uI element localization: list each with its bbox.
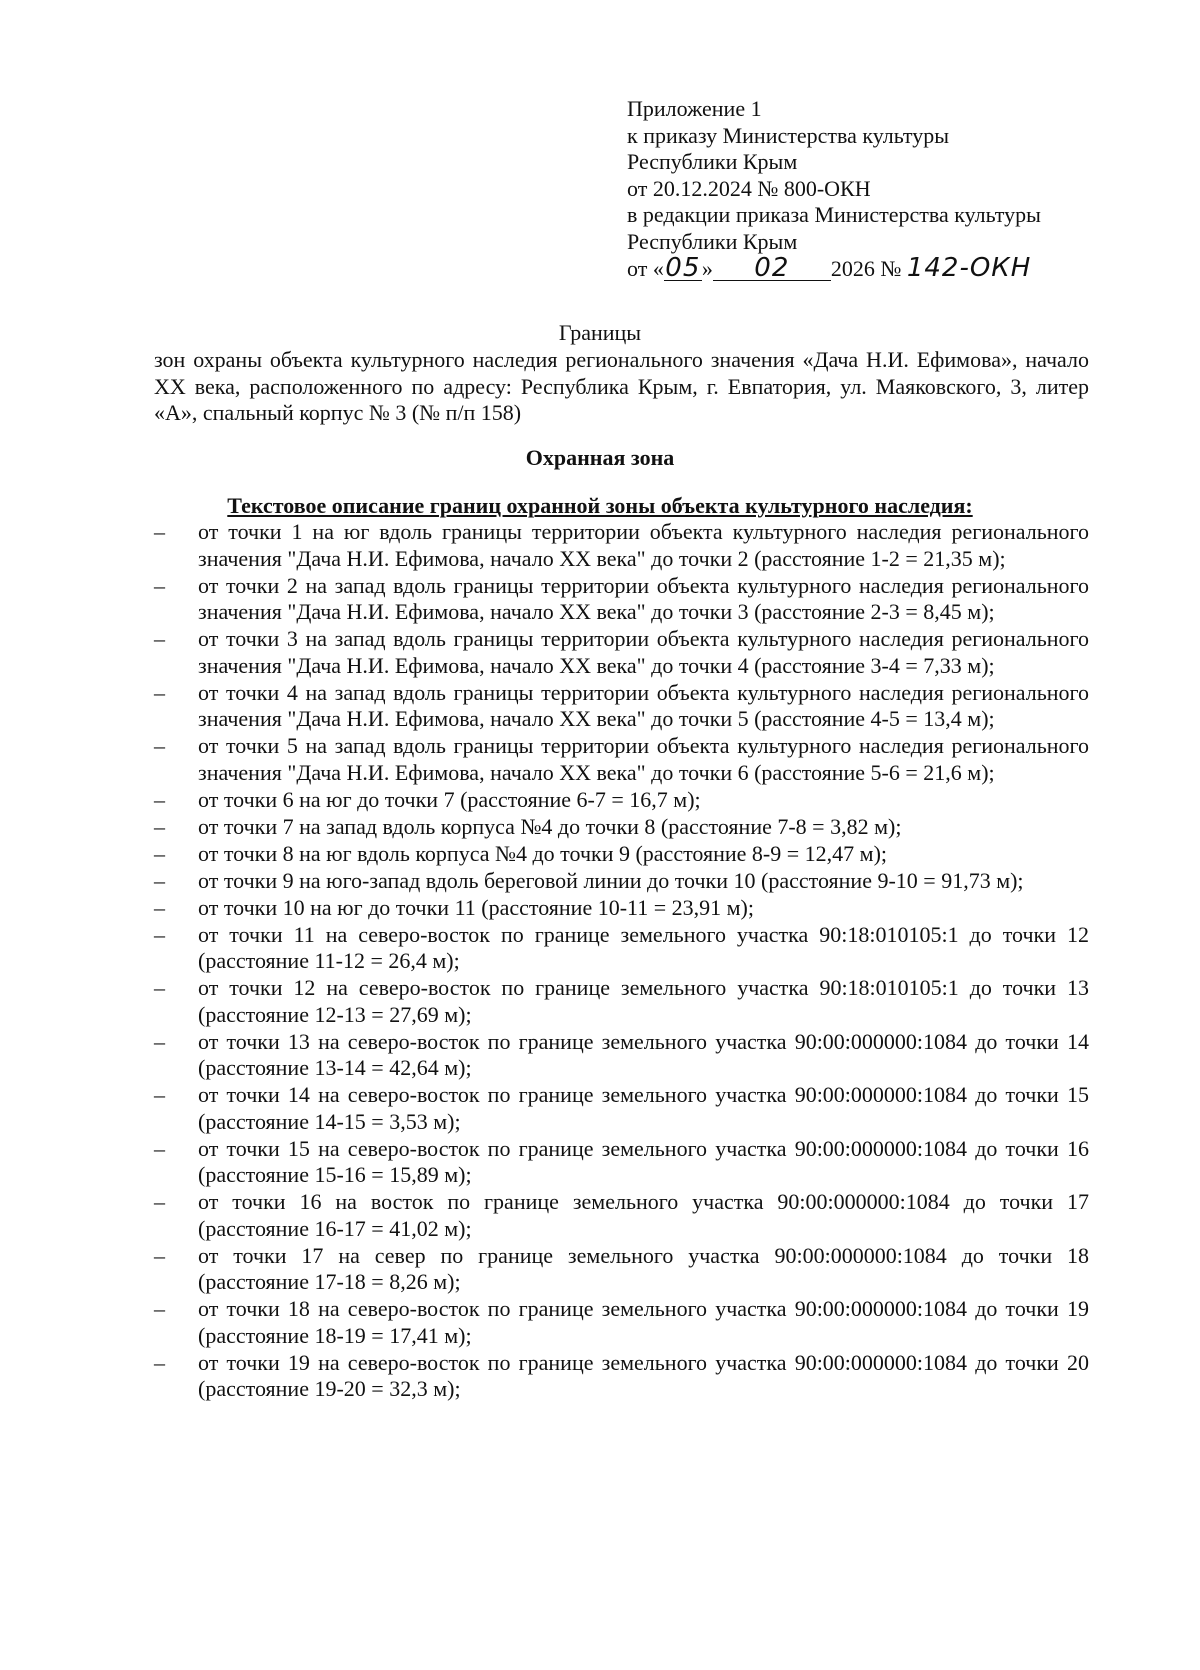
zone-title: Охранная зона (525, 445, 675, 470)
description-title: Текстовое описание границ охранной зоны объекта культурного наследия: (227, 493, 973, 518)
dash-bullet: – (154, 572, 165, 598)
list-item-text: от точки 9 на юго-запад вдоль береговой линии до точки 10 (расстояние 9-10 = 91,73 м); (198, 867, 1024, 893)
dash-bullet: – (154, 679, 165, 705)
list-item (154, 1350, 1089, 1403)
dash-bullet: – (154, 733, 165, 758)
list-item (154, 868, 1089, 895)
list-item (154, 787, 1089, 814)
boundary-list (154, 519, 1089, 1403)
list-item (154, 1082, 1089, 1135)
dash-bullet: – (154, 1296, 165, 1321)
subject-paragraph: зон охраны объекта культурного наследия регионального значения «Дача Н.И. Ефимова», начало XX века, расположенного по адресу: Республика Крым, г. Евпатория, ул. Маяковского, 3, литер «А», спальный корпус № 3 (№ п/п 158) (154, 347, 1089, 425)
dash-bullet: – (154, 921, 165, 947)
list-item-text: от точки 8 на юг вдоль корпуса №4 до точки 9 (расстояние 8-9 = 12,47 м); (198, 840, 888, 866)
list-item (154, 680, 1089, 733)
dash-bullet: – (154, 813, 165, 839)
list-item-text: от точки 3 на запад вдоль границы территории объекта культурного наследия регионального значения "Дача Н.И. Ефимова, начало XX века" до точки 4 (расстояние 3-4 = 7,33 м); (198, 626, 1089, 678)
handwritten-month: 02 (754, 253, 790, 283)
list-item (154, 1029, 1089, 1082)
date-year: 2026 № (830, 256, 902, 281)
list-item-text: от точки 16 на восток по границе земельного участка 90:00:000000:1084 до точки 17 (расстояние 16-17 = 41,02 м); (198, 1189, 1089, 1241)
list-item-text: от точки 13 на северо-восток по границе земельного участка 90:00:000000:1084 до точки 14 (расстояние 13-14 = 42,64 м); (198, 1028, 1089, 1080)
dash-bullet: – (154, 1082, 165, 1107)
list-item (154, 1136, 1089, 1189)
appendix-line: от 20.12.2024 № 800-ОКН (627, 175, 871, 201)
dash-bullet: – (154, 1242, 165, 1268)
handwritten-day: 05 (665, 253, 701, 283)
dash-bullet: – (154, 894, 165, 920)
dash-bullet: – (154, 867, 165, 893)
appendix-line: к приказу Министерства культуры (627, 122, 950, 148)
date-month (713, 253, 831, 283)
page-title: Границы (558, 320, 642, 345)
list-item-text: от точки 11 на северо-восток по границе земельного участка 90:18:010105:1 до точки 12 (расстояние 11-12 = 26,4 м); (198, 921, 1089, 973)
list-item (154, 895, 1089, 922)
list-item (154, 814, 1089, 841)
dash-bullet: – (154, 1135, 165, 1161)
dash-bullet: – (154, 1028, 165, 1054)
dash-bullet: – (154, 786, 165, 812)
appendix-header (627, 96, 1147, 283)
list-item-text: от точки 4 на запад вдоль границы территории объекта культурного наследия регионального значения "Дача Н.И. Ефимова, начало XX века" до точки 5 (расстояние 4-5 = 13,4 м); (198, 679, 1089, 731)
appendix-line: Республики Крым (627, 228, 798, 254)
dash-bullet: – (154, 519, 165, 544)
list-item-text: от точки 5 на запад вдоль границы территории объекта культурного наследия регионального значения "Дача Н.И. Ефимова, начало XX века" до точки 6 (расстояние 5-6 = 21,6 м); (198, 733, 1089, 785)
date-day (664, 253, 702, 283)
list-item-text: от точки 15 на северо-восток по границе земельного участка 90:00:000000:1084 до точки 16 (расстояние 15-16 = 15,89 м); (198, 1135, 1089, 1187)
list-item (154, 841, 1089, 868)
list-item-text: от точки 19 на северо-восток по границе земельного участка 90:00:000000:1084 до точки 20 (расстояние 19-20 = 32,3 м); (198, 1349, 1089, 1401)
dash-bullet: – (154, 975, 165, 1000)
list-item-text: от точки 10 на юг до точки 11 (расстояние 10-11 = 23,91 м); (198, 894, 754, 920)
list-item (154, 975, 1089, 1028)
dash-bullet: – (154, 1189, 165, 1214)
list-item-text: от точки 2 на запад вдоль границы территории объекта культурного наследия регионального значения "Дача Н.И. Ефимова, начало XX века" до точки 3 (расстояние 2-3 = 8,45 м); (198, 572, 1089, 624)
list-item-text: от точки 17 на север по границе земельного участка 90:00:000000:1084 до точки 18 (расстояние 17-18 = 8,26 м); (198, 1242, 1089, 1294)
handwritten-order-number: 142-ОКН (906, 253, 1032, 283)
dash-bullet: – (154, 840, 165, 866)
list-item-text: от точки 12 на северо-восток по границе земельного участка 90:18:010105:1 до точки 13 (расстояние 12-13 = 27,69 м); (198, 975, 1089, 1027)
list-item (154, 573, 1089, 626)
list-item-text: от точки 14 на северо-восток по границе земельного участка 90:00:000000:1084 до точки 15 (расстояние 14-15 = 3,53 м); (198, 1082, 1089, 1134)
appendix-line: Республики Крым (627, 149, 798, 174)
list-item (154, 1189, 1089, 1242)
appendix-line: в редакции приказа Министерства культуры (627, 202, 1041, 227)
list-item (154, 626, 1089, 679)
list-item-text: от точки 7 на запад вдоль корпуса №4 до точки 8 (расстояние 7-8 = 3,82 м); (198, 813, 902, 839)
list-item (154, 733, 1089, 786)
list-item (154, 1296, 1089, 1349)
dash-bullet: – (154, 626, 165, 651)
list-item (154, 519, 1089, 572)
list-item-text: от точки 1 на юг вдоль границы территории объекта культурного наследия регионального значения "Дача Н.И. Ефимова, начало XX века" до точки 2 (расстояние 1-2 = 21,35 м); (198, 519, 1089, 571)
list-item (154, 1243, 1089, 1296)
list-item (154, 922, 1089, 975)
appendix-line: Приложение 1 (627, 96, 762, 121)
date-prefix: от « (627, 256, 664, 281)
dash-bullet: – (154, 1349, 165, 1375)
list-item-text: от точки 18 на северо-восток по границе земельного участка 90:00:000000:1084 до точки 19 (расстояние 18-19 = 17,41 м); (198, 1296, 1089, 1348)
list-item-text: от точки 6 на юг до точки 7 (расстояние 6-7 = 16,7 м); (198, 786, 701, 812)
date-mid: » (701, 256, 713, 281)
order-date-line (627, 255, 1147, 283)
